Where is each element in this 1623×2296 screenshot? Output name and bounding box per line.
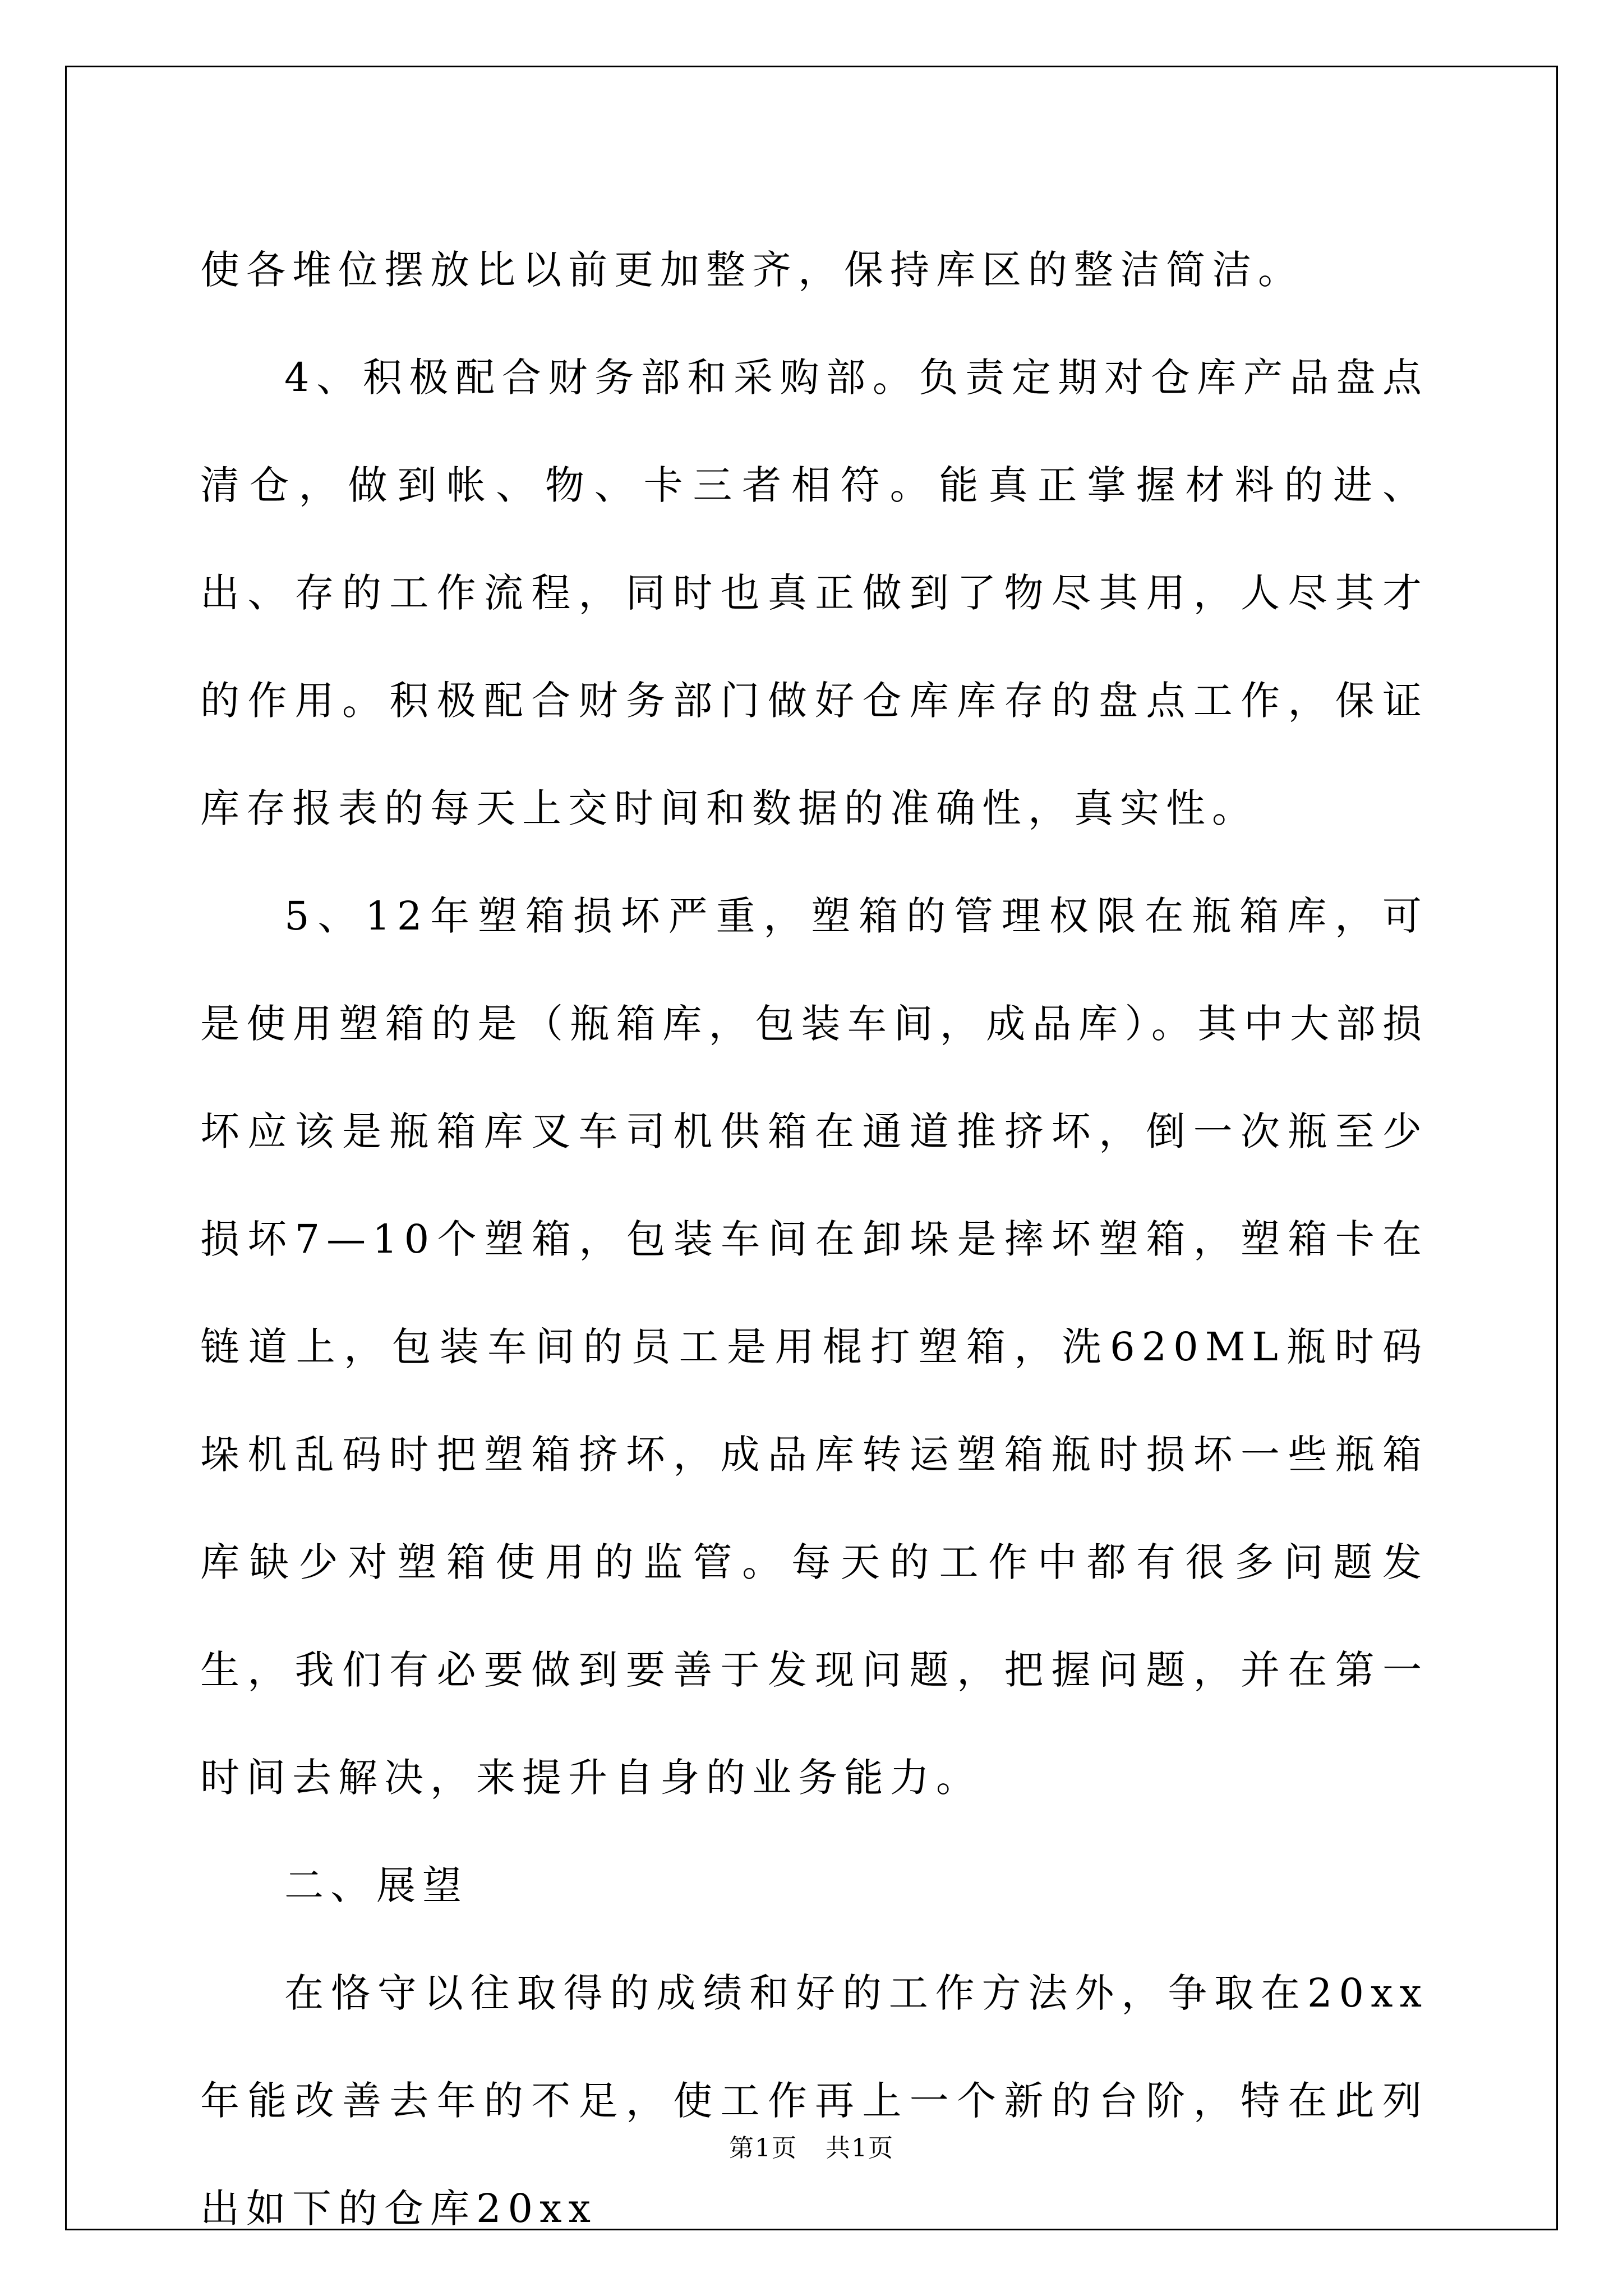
page-total: 共1页 xyxy=(826,2134,894,2162)
paragraph-4: 在恪守以往取得的成绩和好的工作方法外，争取在20xx年能改善去年的不足，使工作再上一个新的台阶，特在此列出如下的仓库20xx xyxy=(200,1970,1428,2231)
document-body xyxy=(200,216,1428,2262)
paragraph-1: 使各堆位摆放比以前更加整齐，保持库区的整洁简洁。 xyxy=(200,247,1304,293)
page-number: 第1页 xyxy=(729,2134,797,2162)
section-heading: 二、展望 xyxy=(284,1862,468,1908)
paragraph-3: 5、12年塑箱损坏严重，塑箱的管理权限在瓶箱库，可是使用塑箱的是（瓶箱库，包装车间，成品库）。其中大部损坏应该是瓶箱库叉车司机供箱在通道推挤坏，倒一次瓶至少损坏7—10个塑箱，包装车间在卸垛是摔坏塑箱，塑箱卡在链道上，包装车间的员工是用棍打塑箱，洗620ML瓶时码垛机乱码时把塑箱挤坏，成品库转运塑箱瓶时损坏一些瓶箱库缺少对塑箱使用的监管。每天的工作中都有很多问题发生，我们有必要做到要善于发现问题，把握问题，并在第一时间去解决，来提升自身的业务能力。 xyxy=(200,893,1428,1801)
paragraph-2: 4、积极配合财务部和采购部。负责定期对仓库产品盘点清仓，做到帐、物、卡三者相符。能真正掌握材料的进、出、存的工作流程，同时也真正做到了物尽其用，人尽其才的作用。积极配合财务部门做好仓库库存的盘点工作，保证库存报表的每天上交时间和数据的准确性，真实性。 xyxy=(200,355,1428,831)
page-footer xyxy=(0,2132,1623,2165)
